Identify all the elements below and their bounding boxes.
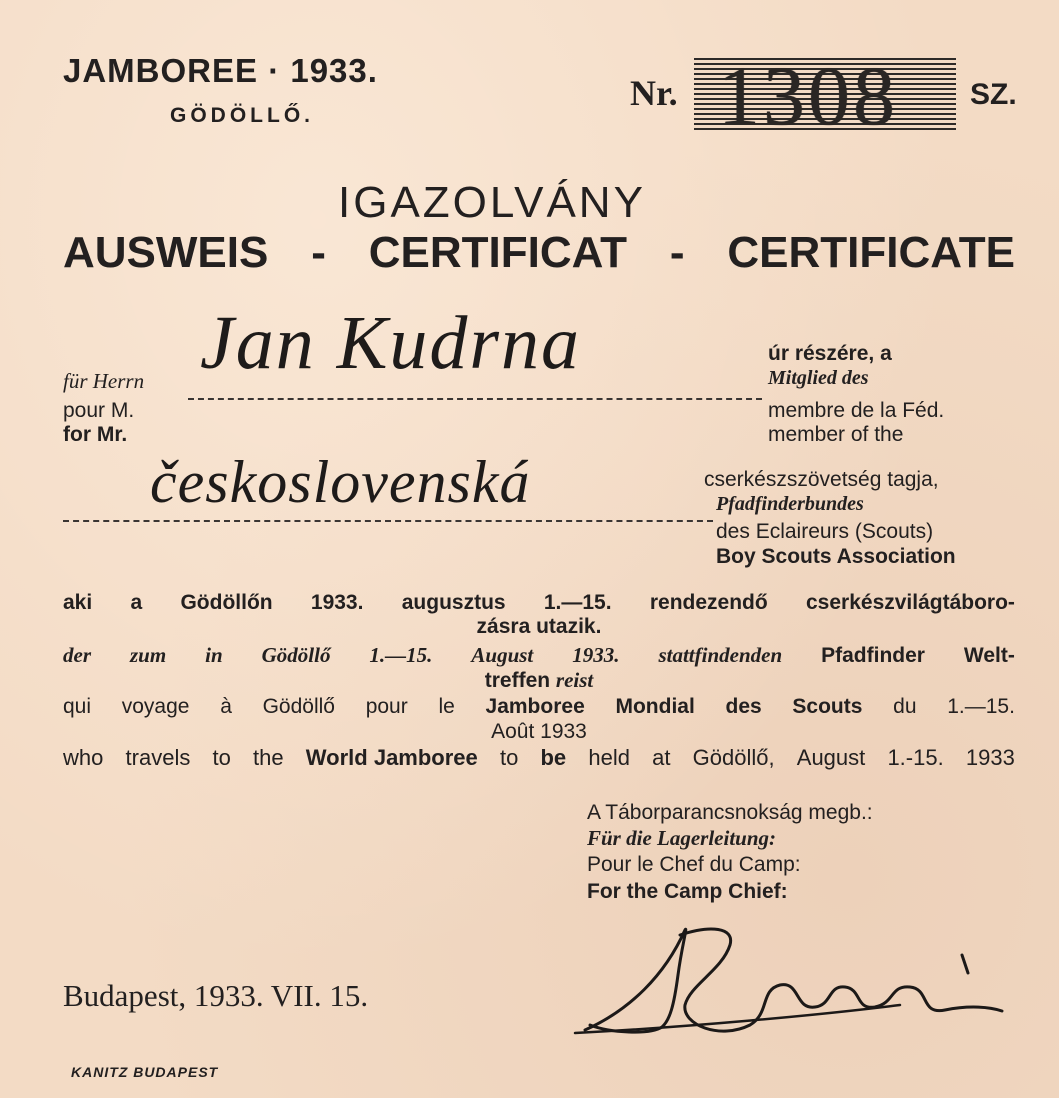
body-word: the bbox=[253, 745, 284, 770]
body-word: pour bbox=[365, 695, 408, 718]
body-word: World Jamboree bbox=[305, 745, 478, 770]
body-fr-line-1 bbox=[63, 694, 1015, 719]
body-word: cserkészvilágtáboro- bbox=[806, 591, 1015, 614]
body-word: à bbox=[220, 695, 232, 718]
body-de-line-1 bbox=[63, 643, 1015, 668]
body-word: le bbox=[438, 695, 455, 718]
label-fur-herrn: für Herrn bbox=[63, 369, 145, 393]
body-word: in bbox=[205, 643, 223, 667]
body-word: held bbox=[588, 745, 630, 770]
association-de: Pfadfinderbundes bbox=[716, 493, 864, 515]
body-word: travels bbox=[125, 745, 191, 770]
body-word: du bbox=[893, 695, 917, 718]
body-word: 1.-15. bbox=[887, 745, 944, 770]
body-word: Gödöllő, bbox=[692, 745, 775, 770]
body-word: 1933. bbox=[310, 591, 364, 614]
association-dotted-line bbox=[63, 520, 713, 522]
label-membre: membre de la Féd. bbox=[768, 399, 945, 422]
event-place: GÖDÖLLŐ. bbox=[170, 104, 314, 127]
body-word: qui bbox=[63, 695, 92, 718]
body-word: Welt- bbox=[963, 644, 1015, 667]
title-separator: - bbox=[311, 228, 326, 277]
body-hu-line-2: zásra utazik. bbox=[476, 615, 602, 638]
label-for-mr: for Mr. bbox=[63, 423, 128, 446]
body-fr-line-2: Août 1933 bbox=[491, 720, 587, 743]
body-word: der bbox=[63, 643, 91, 667]
body-word: be bbox=[540, 745, 567, 770]
body-word: zum bbox=[129, 643, 167, 667]
body-word: 1933. bbox=[572, 643, 620, 667]
body-en-line bbox=[63, 745, 1015, 770]
association-en: Boy Scouts Association bbox=[716, 545, 956, 568]
association-hu: cserkészszövetség tagja, bbox=[704, 468, 939, 491]
camp-command-de: Für die Lagerleitung: bbox=[587, 826, 777, 850]
handwritten-association: československá bbox=[150, 449, 531, 515]
body-word: Gödöllőn bbox=[180, 591, 273, 614]
body-word: voyage bbox=[121, 695, 190, 718]
title-word: CERTIFICATE bbox=[727, 228, 1015, 277]
body-word: August bbox=[471, 643, 534, 667]
body-word: 1.—15. bbox=[947, 695, 1015, 718]
label-member: member of the bbox=[768, 423, 904, 446]
body-hu-line-1 bbox=[63, 590, 1015, 615]
body-word: Jamboree bbox=[485, 695, 585, 718]
body-word: stattfindenden bbox=[658, 643, 783, 667]
body-word: aki bbox=[63, 591, 93, 614]
body-word: to bbox=[212, 745, 231, 770]
title-multilingual bbox=[63, 228, 1015, 278]
body-word: treffen bbox=[484, 669, 551, 692]
body-word: 1.—15. bbox=[543, 591, 612, 614]
number-label: Nr. bbox=[630, 73, 678, 113]
label-pour-m: pour M. bbox=[63, 399, 135, 422]
handwritten-name: Jan Kudrna bbox=[200, 301, 581, 385]
body-word: Gödöllő bbox=[261, 643, 331, 667]
printer-imprint: KANITZ BUDAPEST bbox=[71, 1064, 219, 1080]
event-title: JAMBOREE · 1933. bbox=[63, 52, 378, 89]
body-word: Scouts bbox=[792, 695, 863, 718]
certificate-number: 1308 bbox=[718, 50, 898, 143]
number-suffix: SZ. bbox=[970, 78, 1017, 111]
body-de-line-2 bbox=[63, 668, 1015, 693]
title-hungarian: IGAZOLVÁNY bbox=[338, 178, 646, 227]
body-word: August bbox=[796, 745, 866, 770]
body-word: who bbox=[63, 745, 104, 770]
camp-chief-signature bbox=[570, 915, 1020, 1060]
body-word: rendezendő bbox=[649, 591, 768, 614]
place-and-date: Budapest, 1933. VII. 15. bbox=[63, 978, 369, 1013]
association-fr: des Eclaireurs (Scouts) bbox=[716, 520, 934, 543]
camp-command-fr: Pour le Chef du Camp: bbox=[587, 853, 801, 876]
title-word: CERTIFICAT bbox=[368, 228, 627, 277]
title-separator: - bbox=[669, 228, 685, 277]
body-word: 1.—15. bbox=[369, 643, 433, 667]
body-word: Mondial bbox=[615, 695, 695, 718]
label-ur-reszere: úr részére, a bbox=[768, 342, 892, 365]
camp-command-hu: A Táborparancsnokság megb.: bbox=[587, 801, 873, 824]
title-word: AUSWEIS bbox=[63, 228, 269, 277]
name-dotted-line bbox=[188, 398, 762, 400]
body-word: Gödöllő bbox=[262, 695, 335, 718]
body-word: Pfadfinder bbox=[821, 644, 925, 667]
body-word: reist bbox=[555, 668, 594, 692]
body-word: 1933 bbox=[965, 745, 1015, 770]
body-word: at bbox=[652, 745, 671, 770]
camp-command-en: For the Camp Chief: bbox=[587, 880, 788, 903]
body-word: augusztus bbox=[401, 591, 506, 614]
body-word: des bbox=[725, 695, 762, 718]
body-word: to bbox=[499, 745, 519, 770]
label-mitglied: Mitglied des bbox=[768, 367, 869, 389]
body-word: a bbox=[130, 591, 143, 614]
